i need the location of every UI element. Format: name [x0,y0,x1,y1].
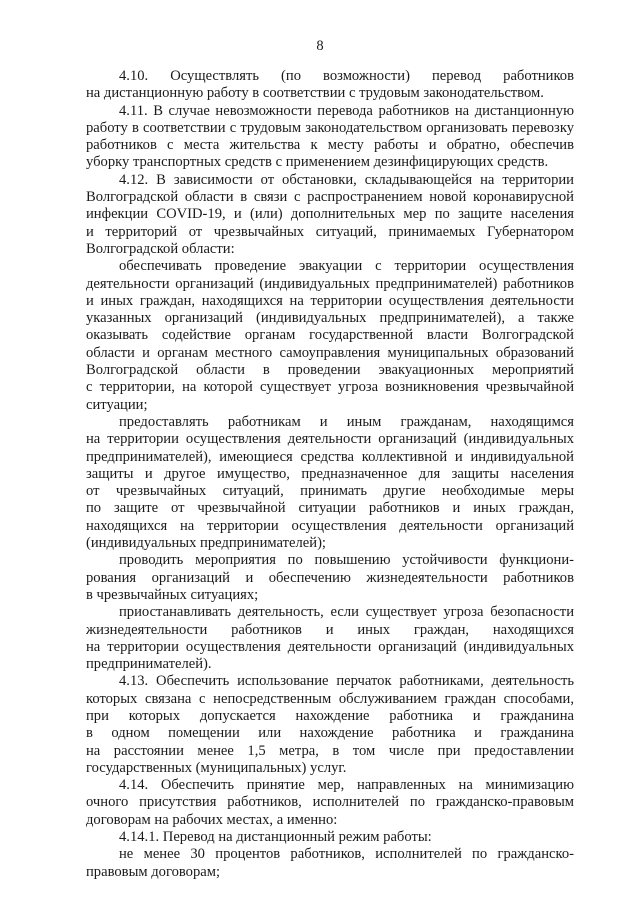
text-line: инфекции COVID-19, и (или) дополнительных мер по защите населения [86,206,574,223]
text-line: ситуации; [86,396,148,413]
text-line: и территорий от чрезвычайных ситуаций, принимаемых Губернатором [86,223,574,240]
text-line: и иных граждан, находящихся на территории осуществления деятельности [86,292,574,309]
text-line: деятельности организаций (индивидуальных предпринимателей) работников [86,275,574,292]
text-line: оказывать содействие органам государственной власти Волгоградской [86,327,574,344]
text-line: указанных организаций (индивидуальных предпринимателей), а также [86,310,574,327]
text-line: 4.14. Обеспечить принятие мер, направленных на минимизацию [119,777,574,794]
text-line: предоставлять работникам и иным гражданам, находящимся [119,413,574,430]
text-line: находящихся на территории осуществления деятельности организаций [86,517,574,534]
text-line: защиты и другое имущество, предназначенное для защиты населения [86,465,574,482]
text-line: 4.12. В зависимости от обстановки, складывающейся на территории [119,171,574,188]
text-line: уборку транспортных средств с применением дезинфицирующих средств. [86,154,549,171]
text-line: 4.13. Обеспечить использование перчаток работниками, деятельность [119,673,574,690]
text-line: договорам на рабочих местах, а именно: [86,811,338,828]
text-line: которых связана с непосредственным обслуживанием граждан способами, [86,690,574,707]
text-line: с территории, на которой существует угроза возникновения чрезвычайной [86,379,574,396]
text-line: от чрезвычайных ситуаций, принимать другие необходимые меры [86,483,574,500]
text-line: на территории осуществления деятельности организаций (индивидуальных [86,431,574,448]
text-line: государственных (муниципальных) услуг. [86,759,347,776]
text-line: проводить мероприятия по повышению устойчивости функциони- [119,552,574,569]
text-line: 4.11. В случае невозможности перевода работников на дистанционную [119,102,574,119]
text-line: при которых допускается нахождение работника и гражданина [86,707,574,724]
text-line: не менее 30 процентов работников, исполнителей по гражданско- [119,846,574,863]
text-line: (индивидуальных предпринимателей); [86,535,326,552]
text-line: на территории осуществления деятельности организаций (индивидуальных [86,638,574,655]
text-line: Волгоградской области в связи с распространением новой коронавирусной [86,189,574,206]
text-line: обеспечивать проведение эвакуации с территории осуществления [119,258,574,275]
text-line: предпринимателей), имеющиеся средства коллективной и индивидуальной [86,448,574,465]
document-body [86,68,574,881]
text-line: Волгоградской области в проведении эвакуационных мероприятий [86,362,574,379]
text-line: в одном помещении или нахождение работника и гражданина [86,725,574,742]
text-line: правовым договорам; [86,863,221,880]
text-line: приостанавливать деятельность, если существует угроза безопасности [119,604,574,621]
text-line: 4.10. Осуществлять (по возможности) перевод работников [119,68,574,84]
text-line: на дистанционную работу в соответствии с трудовым законодательством. [86,85,544,102]
text-line: на расстоянии менее 1,5 метра, в том числе при предоставлении [86,742,574,759]
text-line: области и органам местного самоуправления муниципальных образований [86,344,574,361]
text-line: очного присутствия работников, исполнителей по гражданско-правовым [86,794,574,811]
text-line: 4.14.1. Перевод на дистанционный режим работы: [119,829,432,846]
text-line: в чрезвычайных ситуациях; [86,586,259,603]
text-line: по защите от чрезвычайной ситуации работников и иных граждан, [86,500,574,517]
text-line: рования организаций и обеспечению жизнедеятельности работников [86,569,574,586]
text-line: Волгоградской области: [86,240,235,257]
text-line: жизнедеятельности работников и иных граждан, находящихся [86,621,574,638]
text-line: работу в соответствии с трудовым законодательством организовать перевозку [86,119,574,136]
page-number: 8 [316,38,324,54]
text-line: работников с места жительства к месту работы и обратно, обеспечив [86,137,574,154]
text-line: предпринимателей). [86,656,212,673]
